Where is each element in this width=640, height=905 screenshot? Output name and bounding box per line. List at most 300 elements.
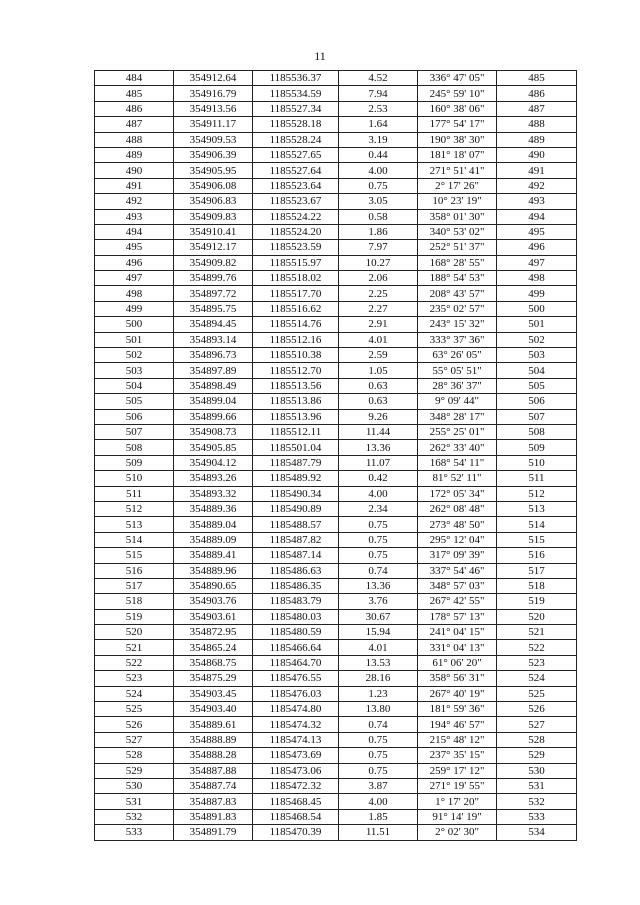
x-coordinate-cell: 354889.41 xyxy=(174,548,253,563)
y-coordinate-cell: 1185487.14 xyxy=(253,548,339,563)
y-coordinate-cell: 1185480.03 xyxy=(253,609,339,624)
x-coordinate-cell: 354903.40 xyxy=(174,702,253,717)
point-to-cell: 533 xyxy=(497,809,577,824)
x-coordinate-cell: 354899.04 xyxy=(174,394,253,409)
point-from-cell: 518 xyxy=(95,594,174,609)
bearing-cell: 333° 37' 36" xyxy=(418,332,497,347)
point-from-cell: 506 xyxy=(95,409,174,424)
x-coordinate-cell: 354896.73 xyxy=(174,348,253,363)
table-row xyxy=(95,640,577,655)
bearing-cell: 168° 28' 55" xyxy=(418,255,497,270)
bearing-cell: 267° 40' 19" xyxy=(418,686,497,701)
point-to-cell: 488 xyxy=(497,117,577,132)
table-row xyxy=(95,348,577,363)
x-coordinate-cell: 354891.79 xyxy=(174,825,253,840)
bearing-cell: 10° 23' 19" xyxy=(418,194,497,209)
y-coordinate-cell: 1185473.06 xyxy=(253,763,339,778)
table-row xyxy=(95,532,577,547)
bearing-cell: 358° 01' 30" xyxy=(418,209,497,224)
table-row xyxy=(95,809,577,824)
point-to-cell: 532 xyxy=(497,794,577,809)
point-from-cell: 499 xyxy=(95,301,174,316)
point-to-cell: 502 xyxy=(497,332,577,347)
table-row xyxy=(95,825,577,840)
bearing-cell: 245° 59' 10" xyxy=(418,86,497,101)
point-from-cell: 505 xyxy=(95,394,174,409)
y-coordinate-cell: 1185510.38 xyxy=(253,348,339,363)
point-from-cell: 516 xyxy=(95,563,174,578)
table-row xyxy=(95,209,577,224)
point-to-cell: 523 xyxy=(497,655,577,670)
y-coordinate-cell: 1185524.20 xyxy=(253,224,339,239)
point-to-cell: 517 xyxy=(497,563,577,578)
bearing-cell: 63° 26' 05" xyxy=(418,348,497,363)
point-from-cell: 517 xyxy=(95,578,174,593)
table-row xyxy=(95,794,577,809)
distance-cell: 1.23 xyxy=(339,686,418,701)
bearing-cell: 262° 33' 40" xyxy=(418,440,497,455)
y-coordinate-cell: 1185483.79 xyxy=(253,594,339,609)
x-coordinate-cell: 354908.73 xyxy=(174,424,253,439)
y-coordinate-cell: 1185464.70 xyxy=(253,655,339,670)
distance-cell: 1.05 xyxy=(339,363,418,378)
point-from-cell: 531 xyxy=(95,794,174,809)
distance-cell: 10.27 xyxy=(339,255,418,270)
x-coordinate-cell: 354916.79 xyxy=(174,86,253,101)
y-coordinate-cell: 1185514.76 xyxy=(253,317,339,332)
table-row xyxy=(95,163,577,178)
y-coordinate-cell: 1185527.34 xyxy=(253,101,339,116)
point-to-cell: 530 xyxy=(497,763,577,778)
point-from-cell: 491 xyxy=(95,178,174,193)
distance-cell: 0.63 xyxy=(339,394,418,409)
table-row xyxy=(95,686,577,701)
point-to-cell: 500 xyxy=(497,301,577,316)
point-from-cell: 497 xyxy=(95,271,174,286)
point-to-cell: 504 xyxy=(497,363,577,378)
distance-cell: 0.58 xyxy=(339,209,418,224)
point-to-cell: 508 xyxy=(497,424,577,439)
x-coordinate-cell: 354912.64 xyxy=(174,71,253,86)
distance-cell: 11.07 xyxy=(339,455,418,470)
y-coordinate-cell: 1185474.80 xyxy=(253,702,339,717)
x-coordinate-cell: 354909.53 xyxy=(174,132,253,147)
y-coordinate-cell: 1185468.54 xyxy=(253,809,339,824)
y-coordinate-cell: 1185474.13 xyxy=(253,732,339,747)
bearing-cell: 208° 43' 57" xyxy=(418,286,497,301)
x-coordinate-cell: 354913.56 xyxy=(174,101,253,116)
distance-cell: 0.75 xyxy=(339,532,418,547)
y-coordinate-cell: 1185512.11 xyxy=(253,424,339,439)
table-row xyxy=(95,286,577,301)
y-coordinate-cell: 1185513.86 xyxy=(253,394,339,409)
distance-cell: 0.75 xyxy=(339,748,418,763)
distance-cell: 11.44 xyxy=(339,424,418,439)
distance-cell: 4.52 xyxy=(339,71,418,86)
distance-cell: 2.53 xyxy=(339,101,418,116)
point-to-cell: 516 xyxy=(497,548,577,563)
point-from-cell: 523 xyxy=(95,671,174,686)
x-coordinate-cell: 354872.95 xyxy=(174,625,253,640)
distance-cell: 1.86 xyxy=(339,224,418,239)
bearing-cell: 295° 12' 04" xyxy=(418,532,497,547)
y-coordinate-cell: 1185501.04 xyxy=(253,440,339,455)
distance-cell: 7.97 xyxy=(339,240,418,255)
bearing-cell: 168° 54' 11" xyxy=(418,455,497,470)
point-from-cell: 528 xyxy=(95,748,174,763)
y-coordinate-cell: 1185523.67 xyxy=(253,194,339,209)
y-coordinate-cell: 1185527.64 xyxy=(253,163,339,178)
point-from-cell: 502 xyxy=(95,348,174,363)
table-row xyxy=(95,71,577,86)
distance-cell: 2.06 xyxy=(339,271,418,286)
point-to-cell: 487 xyxy=(497,101,577,116)
table-row xyxy=(95,147,577,162)
bearing-cell: 259° 17' 12" xyxy=(418,763,497,778)
y-coordinate-cell: 1185512.70 xyxy=(253,363,339,378)
point-to-cell: 519 xyxy=(497,594,577,609)
bearing-cell: 215° 48' 12" xyxy=(418,732,497,747)
bearing-cell: 181° 59' 36" xyxy=(418,702,497,717)
table-row xyxy=(95,240,577,255)
x-coordinate-cell: 354897.89 xyxy=(174,363,253,378)
point-from-cell: 493 xyxy=(95,209,174,224)
table-row xyxy=(95,717,577,732)
bearing-cell: 273° 48' 50" xyxy=(418,517,497,532)
y-coordinate-cell: 1185524.22 xyxy=(253,209,339,224)
distance-cell: 7.94 xyxy=(339,86,418,101)
point-to-cell: 529 xyxy=(497,748,577,763)
point-from-cell: 521 xyxy=(95,640,174,655)
x-coordinate-cell: 354888.89 xyxy=(174,732,253,747)
table-row xyxy=(95,748,577,763)
point-to-cell: 497 xyxy=(497,255,577,270)
table-row xyxy=(95,732,577,747)
x-coordinate-cell: 354905.85 xyxy=(174,440,253,455)
y-coordinate-cell: 1185470.39 xyxy=(253,825,339,840)
bearing-cell: 91° 14' 19" xyxy=(418,809,497,824)
bearing-cell: 337° 54' 46" xyxy=(418,563,497,578)
bearing-cell: 262° 08' 48" xyxy=(418,501,497,516)
y-coordinate-cell: 1185487.82 xyxy=(253,532,339,547)
point-from-cell: 527 xyxy=(95,732,174,747)
x-coordinate-cell: 354906.08 xyxy=(174,178,253,193)
distance-cell: 0.42 xyxy=(339,471,418,486)
point-to-cell: 518 xyxy=(497,578,577,593)
distance-cell: 0.75 xyxy=(339,178,418,193)
x-coordinate-cell: 354893.32 xyxy=(174,486,253,501)
distance-cell: 3.76 xyxy=(339,594,418,609)
distance-cell: 4.00 xyxy=(339,163,418,178)
point-to-cell: 503 xyxy=(497,348,577,363)
point-to-cell: 492 xyxy=(497,178,577,193)
x-coordinate-cell: 354899.66 xyxy=(174,409,253,424)
bearing-cell: 348° 57' 03" xyxy=(418,578,497,593)
x-coordinate-cell: 354888.28 xyxy=(174,748,253,763)
point-to-cell: 485 xyxy=(497,71,577,86)
y-coordinate-cell: 1185476.55 xyxy=(253,671,339,686)
table-row xyxy=(95,655,577,670)
distance-cell: 4.01 xyxy=(339,332,418,347)
table-row xyxy=(95,271,577,286)
distance-cell: 0.74 xyxy=(339,717,418,732)
point-from-cell: 525 xyxy=(95,702,174,717)
y-coordinate-cell: 1185472.32 xyxy=(253,778,339,793)
x-coordinate-cell: 354865.24 xyxy=(174,640,253,655)
point-from-cell: 511 xyxy=(95,486,174,501)
x-coordinate-cell: 354905.95 xyxy=(174,163,253,178)
x-coordinate-cell: 354890.65 xyxy=(174,578,253,593)
x-coordinate-cell: 354906.39 xyxy=(174,147,253,162)
distance-cell: 2.59 xyxy=(339,348,418,363)
table-row xyxy=(95,117,577,132)
x-coordinate-cell: 354868.75 xyxy=(174,655,253,670)
table-row xyxy=(95,625,577,640)
point-from-cell: 509 xyxy=(95,455,174,470)
table-row xyxy=(95,132,577,147)
distance-cell: 13.80 xyxy=(339,702,418,717)
table-row xyxy=(95,224,577,239)
bearing-cell: 61° 06' 20" xyxy=(418,655,497,670)
table-row xyxy=(95,317,577,332)
table-row xyxy=(95,486,577,501)
table-row xyxy=(95,394,577,409)
y-coordinate-cell: 1185486.63 xyxy=(253,563,339,578)
distance-cell: 2.25 xyxy=(339,286,418,301)
x-coordinate-cell: 354889.36 xyxy=(174,501,253,516)
x-coordinate-cell: 354894.45 xyxy=(174,317,253,332)
y-coordinate-cell: 1185523.64 xyxy=(253,178,339,193)
bearing-cell: 358° 56' 31" xyxy=(418,671,497,686)
point-from-cell: 501 xyxy=(95,332,174,347)
bearing-cell: 340° 53' 02" xyxy=(418,224,497,239)
distance-cell: 2.27 xyxy=(339,301,418,316)
y-coordinate-cell: 1185534.59 xyxy=(253,86,339,101)
point-from-cell: 515 xyxy=(95,548,174,563)
distance-cell: 0.75 xyxy=(339,548,418,563)
point-to-cell: 507 xyxy=(497,409,577,424)
point-from-cell: 504 xyxy=(95,378,174,393)
point-to-cell: 496 xyxy=(497,240,577,255)
distance-cell: 0.74 xyxy=(339,563,418,578)
point-to-cell: 510 xyxy=(497,455,577,470)
y-coordinate-cell: 1185486.35 xyxy=(253,578,339,593)
point-to-cell: 514 xyxy=(497,517,577,532)
bearing-cell: 336° 47' 05" xyxy=(418,71,497,86)
point-from-cell: 486 xyxy=(95,101,174,116)
y-coordinate-cell: 1185536.37 xyxy=(253,71,339,86)
distance-cell: 9.26 xyxy=(339,409,418,424)
point-to-cell: 499 xyxy=(497,286,577,301)
table-row xyxy=(95,517,577,532)
table-row xyxy=(95,563,577,578)
point-to-cell: 520 xyxy=(497,609,577,624)
distance-cell: 2.91 xyxy=(339,317,418,332)
bearing-cell: 271° 19' 55" xyxy=(418,778,497,793)
y-coordinate-cell: 1185513.96 xyxy=(253,409,339,424)
point-from-cell: 507 xyxy=(95,424,174,439)
table-row xyxy=(95,194,577,209)
bearing-cell: 235° 02' 57" xyxy=(418,301,497,316)
x-coordinate-cell: 354906.83 xyxy=(174,194,253,209)
bearing-cell: 28° 36' 37" xyxy=(418,378,497,393)
bearing-cell: 348° 28' 17" xyxy=(418,409,497,424)
table-row xyxy=(95,471,577,486)
point-to-cell: 528 xyxy=(497,732,577,747)
point-from-cell: 498 xyxy=(95,286,174,301)
x-coordinate-cell: 354889.04 xyxy=(174,517,253,532)
distance-cell: 3.19 xyxy=(339,132,418,147)
table-row xyxy=(95,301,577,316)
table-row xyxy=(95,363,577,378)
bearing-cell: 2° 17' 26" xyxy=(418,178,497,193)
distance-cell: 4.01 xyxy=(339,640,418,655)
point-to-cell: 512 xyxy=(497,486,577,501)
bearing-cell: 160° 38' 06" xyxy=(418,101,497,116)
bearing-cell: 172° 05' 34" xyxy=(418,486,497,501)
point-from-cell: 510 xyxy=(95,471,174,486)
point-from-cell: 489 xyxy=(95,147,174,162)
point-to-cell: 501 xyxy=(497,317,577,332)
point-to-cell: 493 xyxy=(497,194,577,209)
x-coordinate-cell: 354903.76 xyxy=(174,594,253,609)
bearing-cell: 190° 38' 30" xyxy=(418,132,497,147)
bearing-cell: 267° 42' 55" xyxy=(418,594,497,609)
x-coordinate-cell: 354893.14 xyxy=(174,332,253,347)
y-coordinate-cell: 1185517.70 xyxy=(253,286,339,301)
table-row xyxy=(95,440,577,455)
table-row xyxy=(95,671,577,686)
x-coordinate-cell: 354898.49 xyxy=(174,378,253,393)
point-to-cell: 490 xyxy=(497,147,577,162)
bearing-cell: 2° 02' 30" xyxy=(418,825,497,840)
bearing-cell: 241° 04' 15" xyxy=(418,625,497,640)
distance-cell: 0.75 xyxy=(339,763,418,778)
x-coordinate-cell: 354912.17 xyxy=(174,240,253,255)
point-from-cell: 526 xyxy=(95,717,174,732)
point-from-cell: 487 xyxy=(95,117,174,132)
x-coordinate-cell: 354893.26 xyxy=(174,471,253,486)
table-row xyxy=(95,548,577,563)
bearing-cell: 9° 09' 44" xyxy=(418,394,497,409)
distance-cell: 0.75 xyxy=(339,517,418,532)
x-coordinate-cell: 354895.75 xyxy=(174,301,253,316)
bearing-cell: 177° 54' 17" xyxy=(418,117,497,132)
x-coordinate-cell: 354891.83 xyxy=(174,809,253,824)
bearing-cell: 237° 35' 15" xyxy=(418,748,497,763)
point-to-cell: 491 xyxy=(497,163,577,178)
table-row xyxy=(95,501,577,516)
table-row xyxy=(95,455,577,470)
point-from-cell: 512 xyxy=(95,501,174,516)
distance-cell: 13.36 xyxy=(339,440,418,455)
point-from-cell: 492 xyxy=(95,194,174,209)
distance-cell: 13.53 xyxy=(339,655,418,670)
bearing-cell: 178° 57' 13" xyxy=(418,609,497,624)
point-from-cell: 520 xyxy=(95,625,174,640)
table-row xyxy=(95,409,577,424)
point-from-cell: 533 xyxy=(95,825,174,840)
point-to-cell: 495 xyxy=(497,224,577,239)
table-row xyxy=(95,594,577,609)
distance-cell: 30.67 xyxy=(339,609,418,624)
y-coordinate-cell: 1185490.34 xyxy=(253,486,339,501)
point-from-cell: 508 xyxy=(95,440,174,455)
page-number: 11 xyxy=(314,49,326,63)
y-coordinate-cell: 1185513.56 xyxy=(253,378,339,393)
point-from-cell: 495 xyxy=(95,240,174,255)
point-to-cell: 525 xyxy=(497,686,577,701)
y-coordinate-cell: 1185515.97 xyxy=(253,255,339,270)
distance-cell: 15.94 xyxy=(339,625,418,640)
point-from-cell: 496 xyxy=(95,255,174,270)
x-coordinate-cell: 354889.96 xyxy=(174,563,253,578)
bearing-cell: 317° 09' 39" xyxy=(418,548,497,563)
y-coordinate-cell: 1185480.59 xyxy=(253,625,339,640)
y-coordinate-cell: 1185476.03 xyxy=(253,686,339,701)
point-from-cell: 503 xyxy=(95,363,174,378)
x-coordinate-cell: 354910.41 xyxy=(174,224,253,239)
point-from-cell: 514 xyxy=(95,532,174,547)
distance-cell: 1.85 xyxy=(339,809,418,824)
point-from-cell: 494 xyxy=(95,224,174,239)
table-row xyxy=(95,86,577,101)
bearing-cell: 194° 46' 57" xyxy=(418,717,497,732)
point-from-cell: 529 xyxy=(95,763,174,778)
table-row xyxy=(95,702,577,717)
table-row xyxy=(95,101,577,116)
y-coordinate-cell: 1185468.45 xyxy=(253,794,339,809)
y-coordinate-cell: 1185466.64 xyxy=(253,640,339,655)
bearing-cell: 55° 05' 51" xyxy=(418,363,497,378)
y-coordinate-cell: 1185516.62 xyxy=(253,301,339,316)
table-row xyxy=(95,609,577,624)
x-coordinate-cell: 354909.83 xyxy=(174,209,253,224)
distance-cell: 0.63 xyxy=(339,378,418,393)
y-coordinate-cell: 1185490.89 xyxy=(253,501,339,516)
distance-cell: 2.34 xyxy=(339,501,418,516)
coordinate-table-body xyxy=(95,71,577,841)
point-to-cell: 522 xyxy=(497,640,577,655)
bearing-cell: 188° 54' 53" xyxy=(418,271,497,286)
table-row xyxy=(95,578,577,593)
point-from-cell: 488 xyxy=(95,132,174,147)
y-coordinate-cell: 1185473.69 xyxy=(253,748,339,763)
point-to-cell: 511 xyxy=(497,471,577,486)
bearing-cell: 331° 04' 13" xyxy=(418,640,497,655)
table-row xyxy=(95,424,577,439)
point-from-cell: 522 xyxy=(95,655,174,670)
point-to-cell: 527 xyxy=(497,717,577,732)
bearing-cell: 181° 18' 07" xyxy=(418,147,497,162)
point-from-cell: 500 xyxy=(95,317,174,332)
point-to-cell: 498 xyxy=(497,271,577,286)
x-coordinate-cell: 354889.09 xyxy=(174,532,253,547)
point-to-cell: 531 xyxy=(497,778,577,793)
point-from-cell: 524 xyxy=(95,686,174,701)
point-from-cell: 485 xyxy=(95,86,174,101)
x-coordinate-cell: 354909.82 xyxy=(174,255,253,270)
table-row xyxy=(95,778,577,793)
x-coordinate-cell: 354887.83 xyxy=(174,794,253,809)
y-coordinate-cell: 1185523.59 xyxy=(253,240,339,255)
y-coordinate-cell: 1185474.32 xyxy=(253,717,339,732)
point-to-cell: 489 xyxy=(497,132,577,147)
point-to-cell: 509 xyxy=(497,440,577,455)
x-coordinate-cell: 354887.74 xyxy=(174,778,253,793)
point-to-cell: 506 xyxy=(497,394,577,409)
bearing-cell: 271° 51' 41" xyxy=(418,163,497,178)
